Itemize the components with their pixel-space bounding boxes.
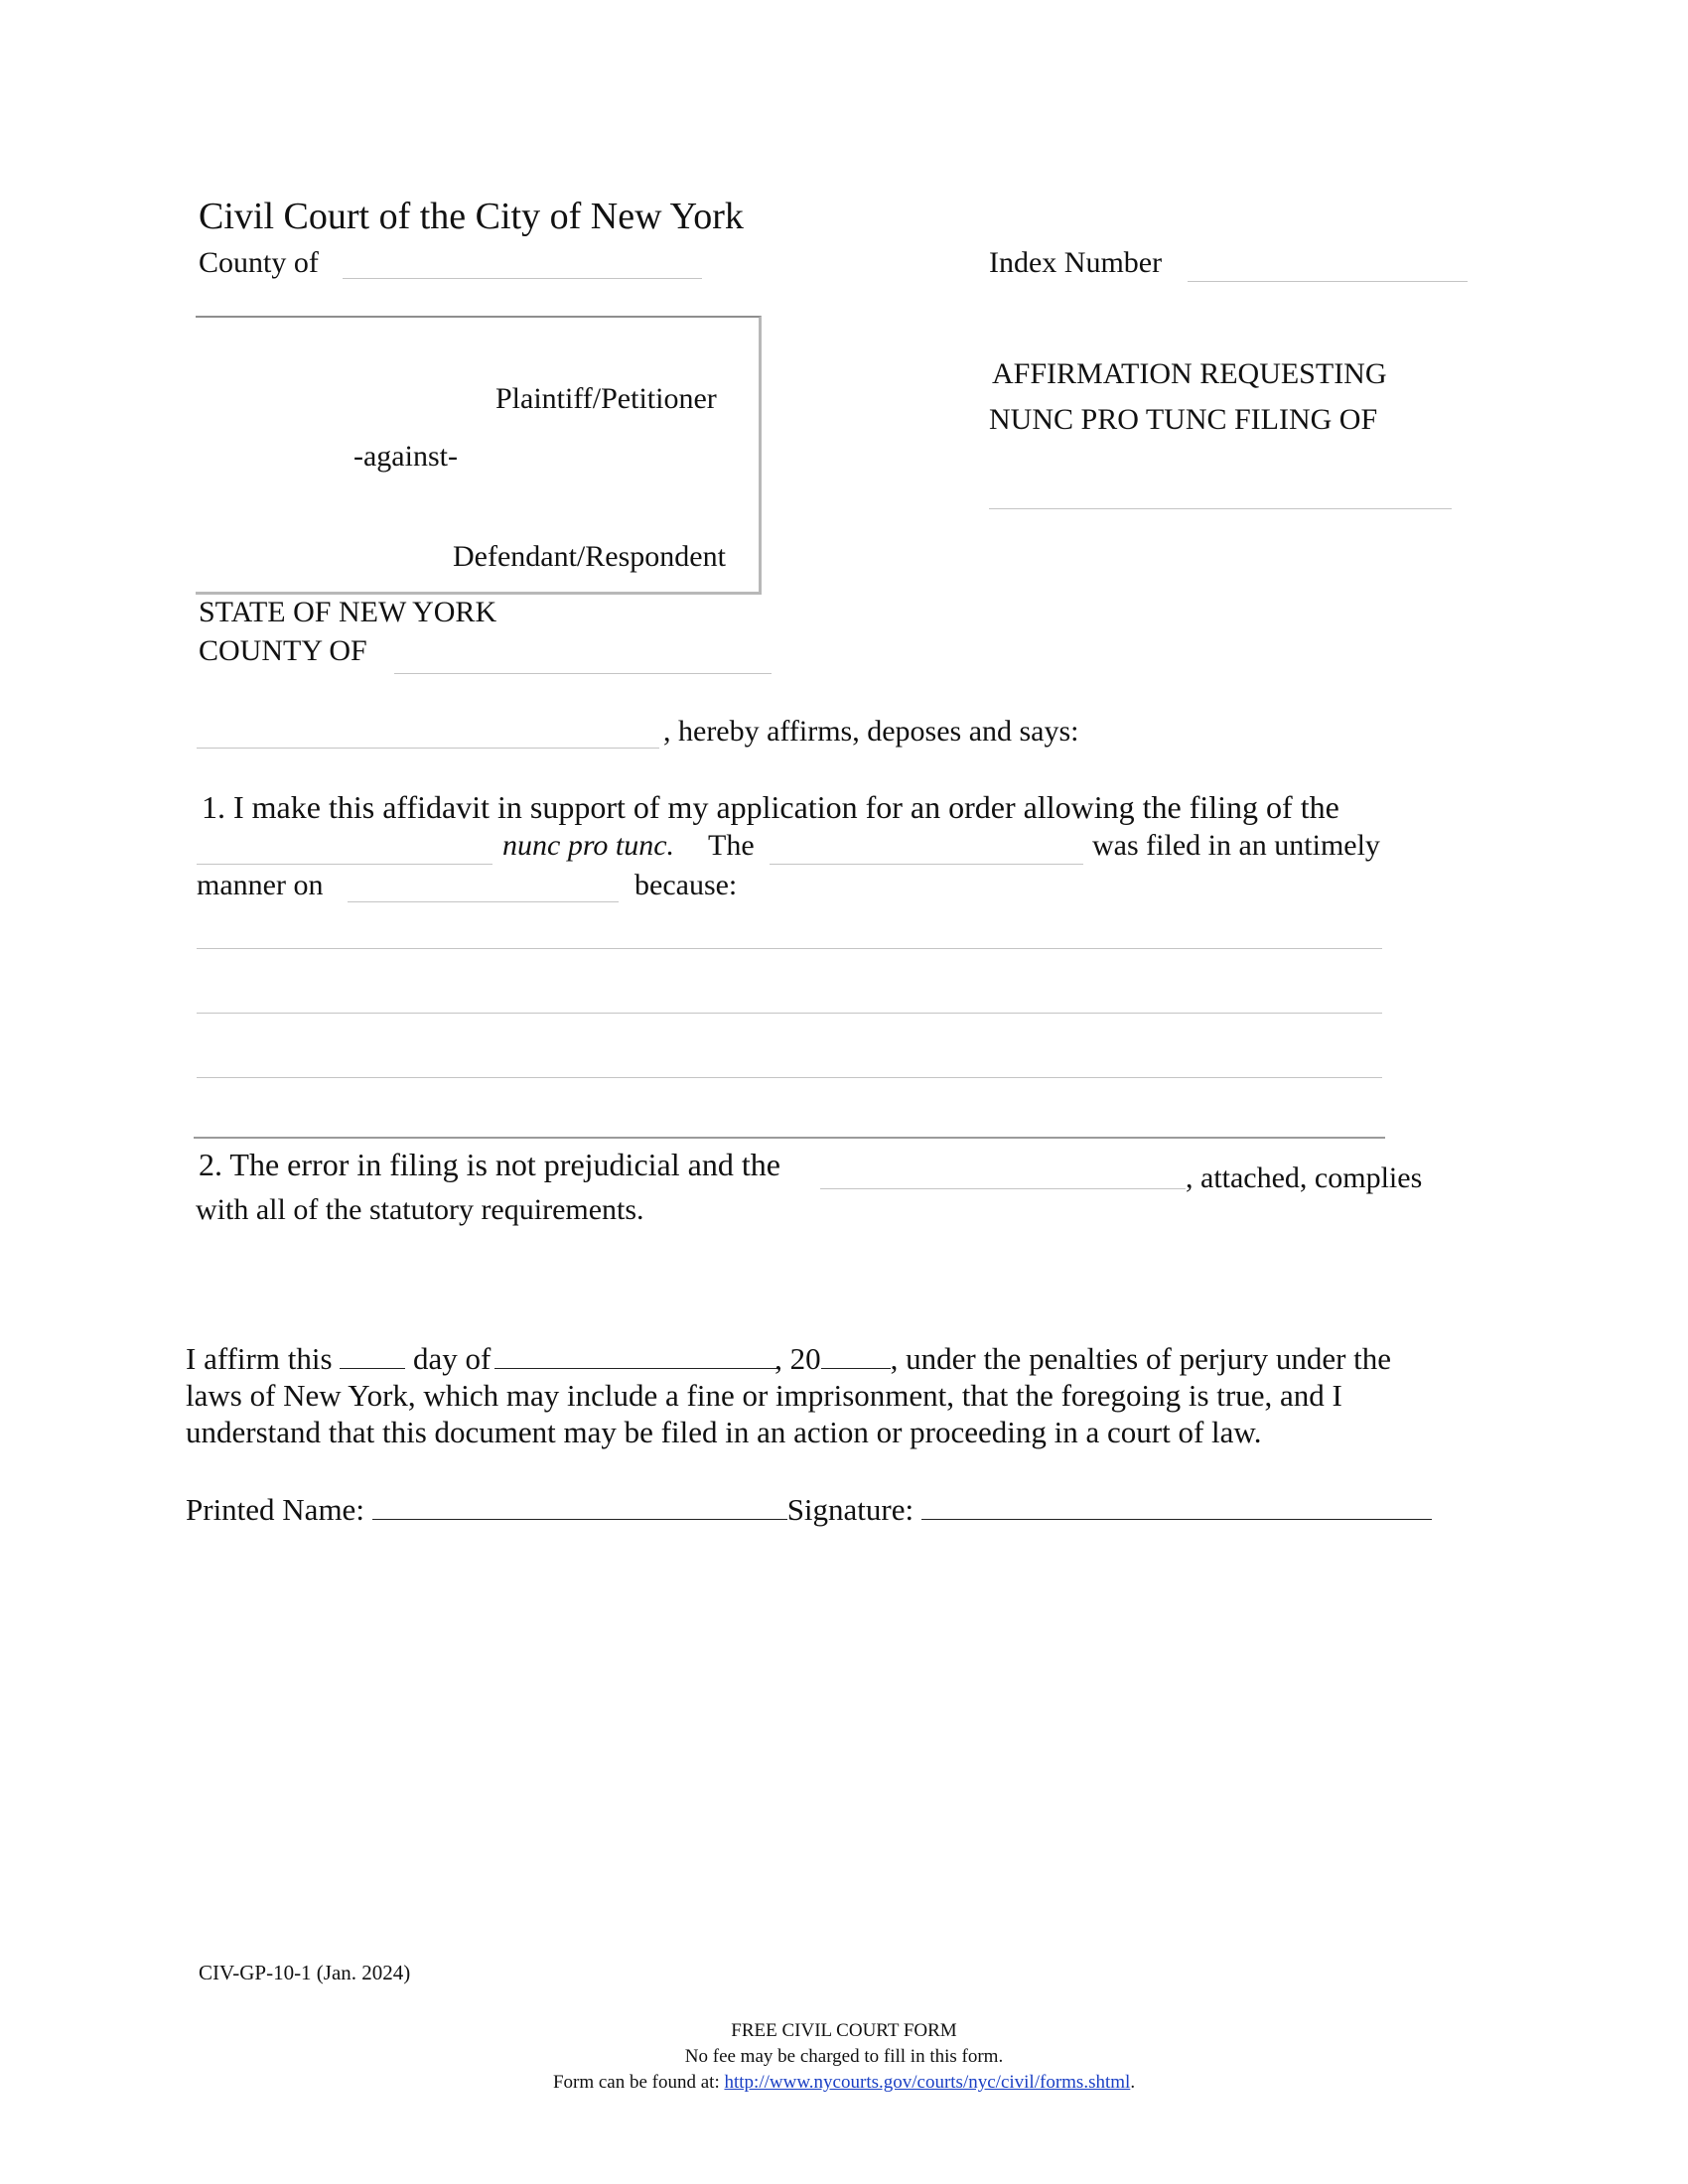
county-field[interactable] bbox=[343, 278, 702, 279]
filing-date-field[interactable] bbox=[348, 901, 619, 902]
index-number-field[interactable] bbox=[1188, 281, 1468, 282]
reason-line-4[interactable] bbox=[194, 1137, 1385, 1139]
reason-line-3[interactable] bbox=[197, 1077, 1382, 1078]
footer-url-prefix: Form can be found at: bbox=[552, 2072, 720, 2093]
footer-line2: No fee may be charged to fill in this form. bbox=[684, 2046, 1004, 2067]
para2-part1: 2. The error in filing is not prejudicial and the bbox=[199, 1147, 780, 1182]
form-code: CIV-GP-10-1 (Jan. 2024) bbox=[199, 1961, 411, 1984]
defendant-label: Defendant/Respondent bbox=[453, 540, 726, 573]
affirmation-line3: understand that this document may be filed in an action or proceeding in a court of law. bbox=[186, 1415, 1262, 1449]
reason-line-1[interactable] bbox=[197, 948, 1382, 949]
printed-name-label: Printed Name: bbox=[186, 1492, 364, 1527]
affirmation-line1 bbox=[186, 1340, 1506, 1377]
against-label: -against- bbox=[353, 440, 458, 473]
document-name-field[interactable] bbox=[989, 508, 1452, 509]
the-text: The bbox=[708, 829, 755, 862]
forms-url-link[interactable]: http://www.nycourts.gov/courts/nyc/civil/forms.shtml bbox=[724, 2072, 1131, 2093]
county-label: County of bbox=[199, 246, 319, 279]
reason-line-2[interactable] bbox=[197, 1013, 1382, 1014]
court-title: Civil Court of the City of New York bbox=[199, 196, 744, 237]
manner-on-text: manner on bbox=[197, 869, 324, 901]
affirm-day-field[interactable] bbox=[340, 1342, 405, 1369]
signature-field[interactable] bbox=[921, 1493, 1432, 1520]
venue-county-field[interactable] bbox=[394, 673, 772, 674]
attached-document-field[interactable] bbox=[820, 1188, 1186, 1189]
filed-document-field[interactable] bbox=[770, 864, 1083, 865]
para2-part2: , attached, complies bbox=[1186, 1161, 1423, 1194]
affirms-text: , hereby affirms, deposes and says: bbox=[663, 715, 1079, 748]
venue-state: STATE OF NEW YORK bbox=[199, 596, 497, 628]
index-number-label: Index Number bbox=[989, 246, 1163, 279]
signature-row bbox=[186, 1492, 1432, 1528]
untimely-text: was filed in an untimely bbox=[1092, 829, 1380, 862]
nunc-pro-tunc-text: nunc pro tunc. bbox=[502, 829, 675, 862]
affirmation-line2: laws of New York, which may include a fine or imprisonment, that the foregoing is true, and I bbox=[186, 1378, 1342, 1413]
affirmation-paragraph bbox=[186, 1340, 1506, 1450]
footer-line1: FREE CIVIL COURT FORM bbox=[731, 2020, 957, 2041]
venue-county: COUNTY OF bbox=[199, 634, 367, 667]
plaintiff-label: Plaintiff/Petitioner bbox=[495, 382, 717, 415]
form-title-line2: NUNC PRO TUNC FILING OF bbox=[989, 403, 1378, 436]
affirm-month-field[interactable] bbox=[494, 1342, 780, 1369]
affirm-this-text: I affirm this bbox=[186, 1341, 333, 1376]
signature-label: Signature: bbox=[786, 1492, 914, 1527]
perjury-text: , under the penalties of perjury under the bbox=[890, 1341, 1392, 1376]
because-text: because: bbox=[634, 869, 738, 901]
affiant-name-field[interactable] bbox=[197, 748, 659, 749]
para2-part3: with all of the statutory requirements. bbox=[196, 1193, 644, 1226]
para1-line1: 1. I make this affidavit in support of my application for an order allowing the filing of the bbox=[202, 789, 1339, 825]
day-of-text: day of bbox=[413, 1341, 492, 1376]
affirm-year-field[interactable] bbox=[821, 1342, 891, 1369]
year-prefix-text: , 20 bbox=[774, 1341, 821, 1376]
document-type-field[interactable] bbox=[197, 864, 492, 865]
form-title-line1: AFFIRMATION REQUESTING bbox=[992, 357, 1387, 390]
footer-url-suffix: . bbox=[1130, 2072, 1136, 2093]
footer-line3 bbox=[0, 2072, 1688, 2094]
printed-name-field[interactable] bbox=[372, 1493, 787, 1520]
